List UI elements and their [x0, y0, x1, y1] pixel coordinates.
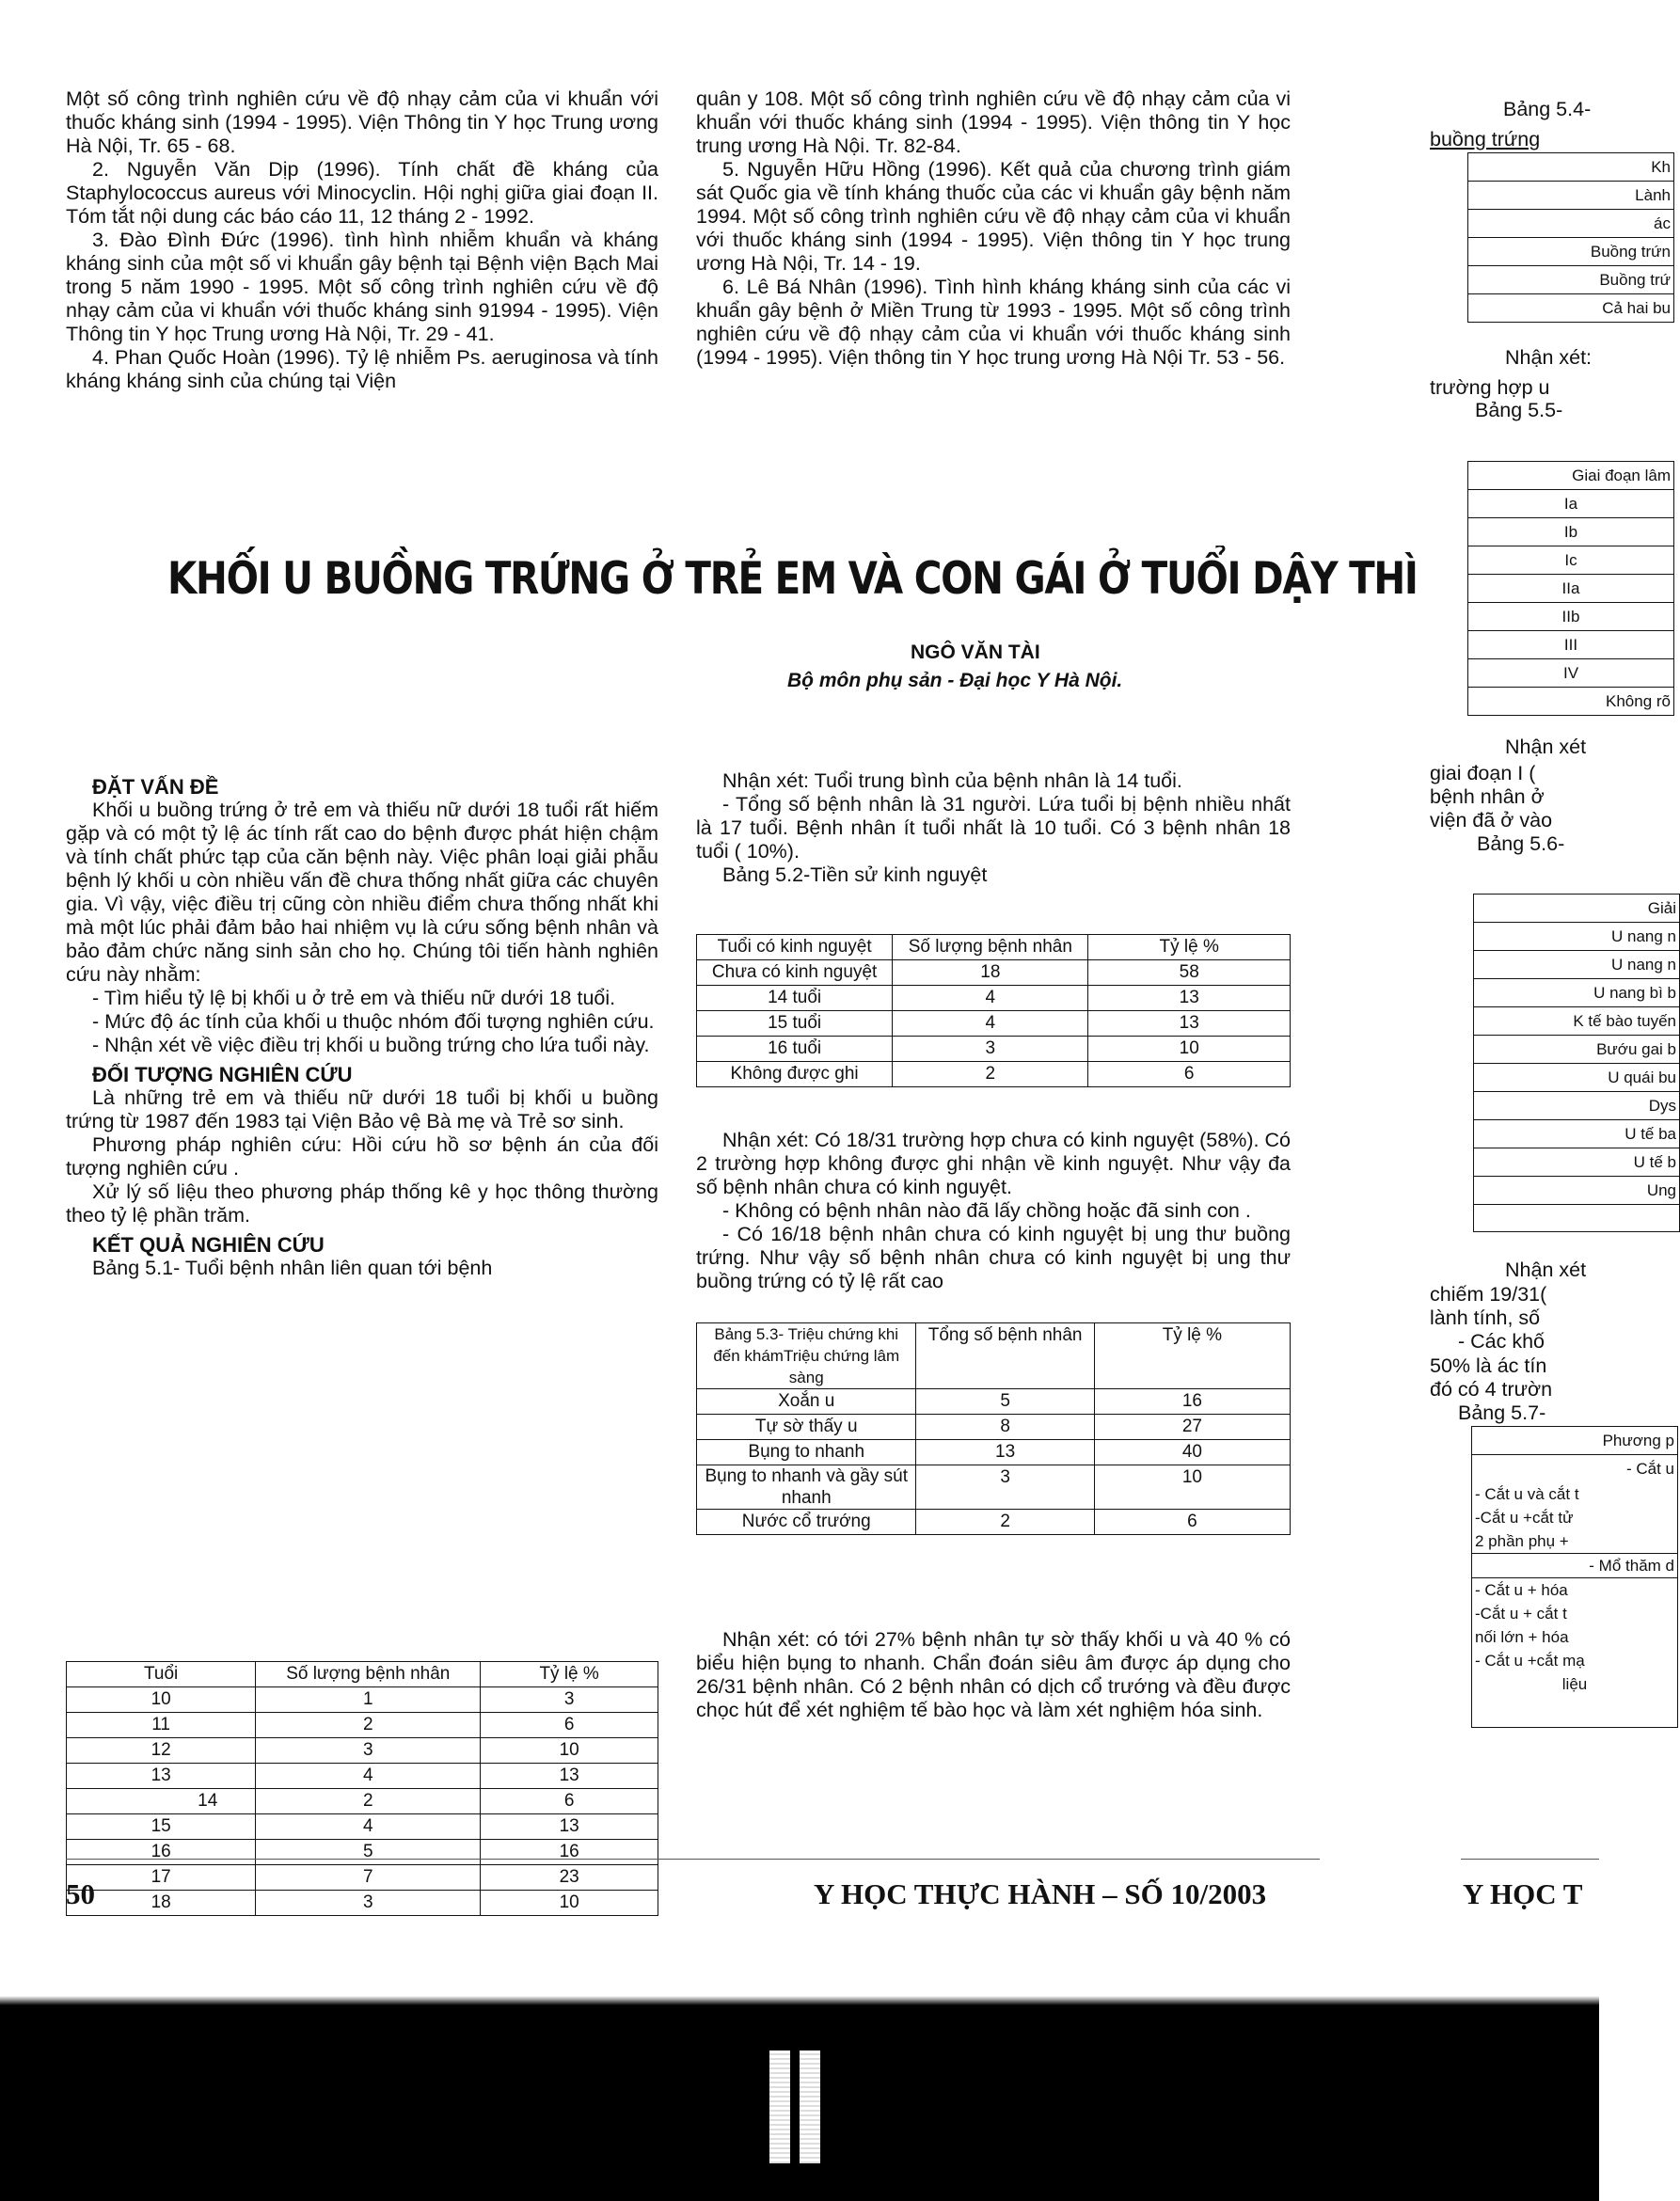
table-row [1474, 895, 1680, 923]
table-cell: - Mổ thăm d [1472, 1554, 1678, 1578]
table-cell: 13 [1088, 1011, 1291, 1037]
mid-body-middle [696, 1129, 1291, 1293]
table-cell: 6 [481, 1789, 658, 1814]
table-cell: U tế b [1474, 1148, 1680, 1177]
table-cell: 16 tuổi [697, 1037, 893, 1062]
table-cell: - Cắt u [1472, 1455, 1678, 1483]
table6-remark: Nhận xét [1505, 1259, 1587, 1281]
table-cell: Bụng to nhanh [697, 1440, 916, 1465]
table4-partial [1467, 152, 1674, 323]
table-cell: IV [1468, 659, 1674, 688]
table-cell: 10 [1088, 1037, 1291, 1062]
table-header-row [697, 1323, 1291, 1389]
table-row [1474, 1007, 1680, 1036]
table-cell: 18 [893, 960, 1088, 986]
table-cell: 2 [256, 1713, 481, 1738]
journal-footer-right: Y HỌC T [1463, 1877, 1583, 1910]
table-cell: 16 [1094, 1389, 1290, 1415]
table-cell: 4 [256, 1814, 481, 1840]
table-row [1468, 490, 1674, 518]
table-header-cell: Tổng số bệnh nhân [916, 1323, 1094, 1389]
table-cell: U nang n [1474, 923, 1680, 951]
table-row [67, 1891, 658, 1916]
table-cell [1474, 1205, 1680, 1232]
objective-2: - Mức độ ác tính của khối u thuộc nhóm đối tượng nghiên cứu. [92, 1010, 655, 1033]
reference-3: 3. Đào Đình Đức (1996). tình hình nhiễm khuẩn và kháng kháng sinh của một số vi khuẩn gây bệnh tại Bệnh viện Bạch Mai trong 5 năm 1990 - 1995. Một số công trình nghiên cứu về độ nhạy cảm của vi khuẩn với thuốc kháng sinh 91994 - 1995). Viện Thông tin Y học Trung ương Hà Nội, Tr. 29 - 41. [66, 229, 658, 345]
table-header-cell: Bảng 5.3- Triệu chứng khi đến khámTriệu chứng lâm sàng [697, 1323, 916, 1389]
table-cell: 2 [256, 1789, 481, 1814]
table-row [697, 960, 1291, 986]
table-header-cell: Tuổi [67, 1662, 256, 1687]
table-cell: 5 [916, 1389, 1094, 1415]
table-cell: 6 [1088, 1062, 1291, 1087]
table6-remark-3: lành tính, số [1430, 1306, 1541, 1329]
table-header-cell: Tỷ lệ % [1088, 935, 1291, 960]
table6-remark-5: 50% là ác tín [1430, 1354, 1547, 1377]
table-cell: ác [1468, 210, 1674, 238]
table-cell: Tự sờ thấy u [697, 1415, 916, 1440]
subjects-paragraph: Là những trẻ em và thiếu nữ dưới 18 tuổi bị khối u buồng trứng từ 1987 đến 1983 tại Viện Bảo vệ Bà mẹ và Trẻ sơ sinh. [66, 1086, 658, 1132]
section-heading-intro: ĐẶT VẤN ĐỀ [92, 775, 219, 799]
table-row [67, 1713, 658, 1738]
table-row [1468, 575, 1674, 603]
table-cell: 14 [67, 1789, 256, 1814]
table-cell: III [1468, 631, 1674, 659]
table-cell: 7 [256, 1865, 481, 1891]
table6-caption: Bảng 5.6- [1477, 832, 1565, 855]
table-row [1472, 1602, 1678, 1625]
table-cell: 16 [67, 1840, 256, 1865]
table-cell: 40 [1094, 1440, 1290, 1465]
table-cell: Bướu gai b [1474, 1036, 1680, 1064]
table-cell: 8 [916, 1415, 1094, 1440]
binder-clip-right [800, 2051, 820, 2163]
menstrual-remark-2: - Không có bệnh nhân nào đã lấy chồng hoặc đã sinh con . [722, 1199, 1251, 1222]
table-cell: Kh [1468, 153, 1674, 182]
table6-partial [1473, 894, 1680, 1232]
table-row [1474, 1148, 1680, 1177]
table-row [1468, 518, 1674, 546]
table-cell: 18 [67, 1891, 256, 1916]
table-row [67, 1738, 658, 1764]
table-row [697, 1415, 1291, 1440]
table-cell: IIb [1468, 603, 1674, 631]
objective-3: - Nhận xét về việc điều trị khối u buồng trứng cho lứa tuổi này. [92, 1034, 650, 1056]
table-cell: 15 tuổi [697, 1011, 893, 1037]
journal-footer: Y HỌC THỰC HÀNH – SỐ 10/2003 [814, 1877, 1267, 1910]
table-row [697, 1440, 1291, 1465]
menstrual-remark: Nhận xét: Có 18/31 trường hợp chưa có kinh nguyệt (58%). Có 2 trường hợp không được ghi nhận về kinh nguyệt. Như vậy đa số bệnh nhân chưa có kinh nguyệt. [696, 1129, 1291, 1198]
table-row [1472, 1529, 1678, 1554]
article-affiliation: Bộ môn phụ sản - Đại học Y Hà Nội. [787, 670, 1123, 691]
reference-1-cont: Một số công trình nghiên cứu về độ nhạy cảm của vi khuẩn với thuốc kháng sinh (1994 - 1995). Viện Thông tin Y học Trung ương Hà Nội, Tr. 65 - 68. [66, 87, 658, 157]
table-cell: 13 [481, 1764, 658, 1789]
table-cell: Không được ghi [697, 1062, 893, 1087]
table-row [1472, 1672, 1678, 1728]
table1-caption: Bảng 5.1- Tuổi bệnh nhân liên quan tới bệnh [92, 1257, 493, 1279]
table-row [1472, 1427, 1678, 1455]
table-row [1468, 603, 1674, 631]
article-title: KHỐI U BUỒNG TRỨNG Ở TRẺ EM VÀ CON GÁI Ở TUỔI DẬY THÌ [167, 553, 1418, 605]
mid-body-top [696, 769, 1291, 887]
table-menstrual-history [696, 934, 1291, 1087]
table-cell: 2 phần phụ + [1472, 1529, 1678, 1554]
table-cell: 3 [256, 1891, 481, 1916]
table2-caption: Bảng 5.2-Tiền sử kinh nguyệt [722, 863, 988, 886]
table-row [1474, 1120, 1680, 1148]
footer-rule-right [1461, 1859, 1599, 1860]
table-header-row [697, 935, 1291, 960]
table-header-cell: Số lượng bệnh nhân [893, 935, 1088, 960]
table-cell: 27 [1094, 1415, 1290, 1440]
table-cell: Phương p [1472, 1427, 1678, 1455]
table-row [1474, 1036, 1680, 1064]
table-row [697, 1062, 1291, 1087]
table-cell: Ic [1468, 546, 1674, 575]
table-row [1474, 1092, 1680, 1120]
table-cell: Nước cổ trướng [697, 1510, 916, 1535]
table-cell: 6 [481, 1713, 658, 1738]
table-row [67, 1687, 658, 1713]
table-cell: 23 [481, 1865, 658, 1891]
table-row [1472, 1578, 1678, 1603]
table-row [1468, 546, 1674, 575]
table-cell: 3 [481, 1687, 658, 1713]
table-cell: Không rõ [1468, 688, 1674, 716]
table-row [1468, 631, 1674, 659]
table-cell: 10 [1094, 1465, 1290, 1510]
table-row [697, 1011, 1291, 1037]
table-cell: 10 [67, 1687, 256, 1713]
table-cell: - Cắt u và cắt t [1472, 1482, 1678, 1506]
table-row [1468, 462, 1674, 490]
table-row [1472, 1554, 1678, 1578]
table-cell: Cả hai bu [1468, 294, 1674, 323]
table-cell: 10 [481, 1738, 658, 1764]
table4-remark: Nhận xét: [1505, 346, 1593, 369]
reference-4: 4. Phan Quốc Hoàn (1996). Tỷ lệ nhiễm Ps. aeruginosa và tính kháng kháng sinh của chúng tại Viện [66, 346, 658, 392]
table-cell: 16 [481, 1840, 658, 1865]
table-row [697, 1389, 1291, 1415]
table-cell: Lành [1468, 182, 1674, 210]
table6-remark-2: chiếm 19/31( [1430, 1283, 1547, 1306]
table-cell: 4 [893, 1011, 1088, 1037]
table-row [697, 1037, 1291, 1062]
table-row [67, 1865, 658, 1891]
table-cell: U nang n [1474, 951, 1680, 979]
table-row [1468, 688, 1674, 716]
table-cell: 5 [256, 1840, 481, 1865]
table-row [697, 1465, 1291, 1510]
table-row [1468, 182, 1674, 210]
table-cell: Xoắn u [697, 1389, 916, 1415]
table-age [66, 1661, 658, 1916]
table-header-cell: Số lượng bệnh nhân [256, 1662, 481, 1687]
table-cell: Chưa có kinh nguyệt [697, 960, 893, 986]
binder-clip-left [769, 2051, 790, 2163]
table5-remark: Nhận xét [1505, 736, 1587, 758]
table-cell: Giải [1474, 895, 1680, 923]
table-symptoms [696, 1322, 1291, 1535]
table6-remark-4: - Các khố [1458, 1330, 1545, 1353]
table-cell: Ung [1474, 1177, 1680, 1205]
reference-6: 6. Lê Bá Nhân (1996). Tình hình kháng kháng sinh của các vi khuẩn gây bệnh ở Miền Trung từ 1993 - 1995. Một số công trình nghiên cứu về độ nhạy cảm của vi khuẩn với thuốc kháng sinh (1994 - 1995). Viện thông tin Y học trung ương Hà Nội Tr. 53 - 56. [696, 276, 1291, 369]
table7-partial [1471, 1426, 1678, 1728]
table-row [1472, 1625, 1678, 1649]
table-cell: 2 [893, 1062, 1088, 1087]
table-cell: 13 [916, 1440, 1094, 1465]
table-cell: 13 [67, 1764, 256, 1789]
table-row [1468, 266, 1674, 294]
table-header-cell: Tỷ lệ % [481, 1662, 658, 1687]
table-cell: 4 [893, 986, 1088, 1011]
table-row [1472, 1506, 1678, 1529]
table-cell: -Cắt u + cắt t [1472, 1602, 1678, 1625]
table-cell: U nang bì b [1474, 979, 1680, 1007]
table5-partial [1467, 461, 1674, 716]
references-mid [696, 87, 1291, 370]
table5-caption: Bảng 5.5- [1475, 399, 1563, 421]
scan-edge-shadow [0, 1996, 1599, 2005]
table-cell: Ia [1468, 490, 1674, 518]
objective-1: - Tìm hiểu tỷ lệ bị khối u ở trẻ em và thiếu nữ dưới 18 tuổi. [92, 987, 616, 1009]
table-cell: 12 [67, 1738, 256, 1764]
table-cell: Bụng to nhanh và gầy sút nhanh [697, 1465, 916, 1510]
table-row [1468, 294, 1674, 323]
footer-rule [66, 1859, 1320, 1860]
table-row [67, 1764, 658, 1789]
references-left [66, 87, 658, 393]
menstrual-remark-3: - Có 16/18 bệnh nhân chưa có kinh nguyệt bị ung thư buồng trứng. Như vậy số bệnh nhân chưa có kinh nguyệt bị ung thư buồng trứng có tỷ lệ rất cao [696, 1223, 1291, 1292]
table-row [1474, 923, 1680, 951]
table-row [67, 1814, 658, 1840]
table-cell: 15 [67, 1814, 256, 1840]
mid-body-bottom [696, 1628, 1291, 1722]
table-header-row [67, 1662, 658, 1687]
table-cell: -Cắt u +cắt tử [1472, 1506, 1678, 1529]
reference-2: 2. Nguyễn Văn Dịp (1996). Tính chất đề kháng của Staphylococcus aureus với Minocyclin. Hội nghị giữa giai đoạn II. Tóm tắt nội dung các báo cáo 11, 12 tháng 2 - 1992. [66, 158, 658, 228]
page-number: 50 [66, 1877, 95, 1910]
table-cell: Ib [1468, 518, 1674, 546]
table-cell: 10 [481, 1891, 658, 1916]
table-cell: 2 [916, 1510, 1094, 1535]
table-cell: 3 [893, 1037, 1088, 1062]
section-heading-results: KẾT QUẢ NGHIÊN CỨU [92, 1233, 325, 1257]
article-author: NGÔ VĂN TÀI [911, 641, 1040, 663]
table-cell: 6 [1094, 1510, 1290, 1535]
table-cell: Dys [1474, 1092, 1680, 1120]
statistics-paragraph: Xử lý số liệu theo phương pháp thống kê y học thông thường theo tỷ lệ phần trăm. [66, 1180, 658, 1227]
table-cell: 13 [481, 1814, 658, 1840]
table-cell: 1 [256, 1687, 481, 1713]
table-row [1474, 951, 1680, 979]
table-header-cell: Tuổi có kinh nguyệt [697, 935, 893, 960]
table-header-cell: Tỷ lệ % [1094, 1323, 1290, 1389]
reference-4-cont: quân y 108. Một số công trình nghiên cứu về độ nhạy cảm của vi khuẩn với thuốc kháng sinh (1994 - 1995). Viện thông tin Y học trung ương Hà Nội. Tr. 82-84. [696, 87, 1291, 157]
table-cell: - Cắt u + hóa [1472, 1578, 1678, 1603]
table-row [1468, 210, 1674, 238]
table-cell: 4 [256, 1764, 481, 1789]
reference-5: 5. Nguyễn Hữu Hồng (1996). Kết quả của chương trình giám sát Quốc gia về tính kháng thuốc của các vi khuẩn gây bệnh năm 1994. Một số công trình nghiên cứu về độ nhạy cảm của vi khuẩn với thuốc kháng sinh (1994 - 1995). Viện thông tin Y học trung ương Hà Nội, Tr. 14 - 19. [696, 158, 1291, 275]
table-cell: 3 [916, 1465, 1094, 1510]
right-column-clipped [1430, 0, 1676, 1693]
table-row [1468, 659, 1674, 688]
age-remark-detail: - Tổng số bệnh nhân là 31 người. Lứa tuổi bị bệnh nhiều nhất là 17 tuổi. Bệnh nhân ít tuổi nhất là 10 tuổi. Có 3 bệnh nhân 18 tuổi ( 10%). [696, 793, 1291, 863]
table-cell: Buồng trứ [1468, 266, 1674, 294]
table6-remark-6: đó có 4 trườn [1430, 1378, 1553, 1401]
table-cell: 14 tuổi [697, 986, 893, 1011]
table5-remark-3: bệnh nhân ở [1430, 785, 1545, 808]
table-row [67, 1840, 658, 1865]
intro-paragraph: Khối u buồng trứng ở trẻ em và thiếu nữ dưới 18 tuổi rất hiếm gặp và có một tỷ lệ ác tính rất cao do bệnh được phát hiện chậm và tính chất phức tạp của căn bệnh này. Việc phân loại giải phẫu bệnh lý khối u còn nhiều vấn đề chưa thống nhất giữa các chuyên gia. Vì vậy, việc điều trị cũng còn nhiều điểm chưa thống nhất khi mà một lúc phải đảm bảo hai nhiệm vụ là cứu sống bệnh nhân và bảo đảm chức năng sinh sản cho họ. Chúng tôi tiến hành nghiên cứu này nhằm: [66, 799, 658, 986]
table-cell: IIa [1468, 575, 1674, 603]
table-cell: Giai đoạn lâm [1468, 462, 1674, 490]
table-cell: 58 [1088, 960, 1291, 986]
table-cell: U tế ba [1474, 1120, 1680, 1148]
table5-remark-4: viện đã ở vào [1430, 809, 1553, 831]
table-row [697, 986, 1291, 1011]
table-row [1468, 153, 1674, 182]
left-body [66, 769, 658, 1280]
table4-caption-2: buồng trứng [1430, 128, 1541, 150]
table-cell: 11 [67, 1713, 256, 1738]
section-heading-subjects: ĐỐI TƯỢNG NGHIÊN CỨU [92, 1063, 353, 1086]
table-cell: K tế bào tuyến [1474, 1007, 1680, 1036]
table-row [1474, 1205, 1680, 1232]
table-row [697, 1510, 1291, 1535]
table-row [67, 1789, 658, 1814]
table-cell: liệu [1472, 1672, 1678, 1728]
table-row [1472, 1482, 1678, 1506]
table-cell: 17 [67, 1865, 256, 1891]
table-cell: U quái bu [1474, 1064, 1680, 1092]
age-remark: Nhận xét: Tuổi trung bình của bệnh nhân là 14 tuổi. [722, 769, 1182, 792]
table7-caption: Bảng 5.7- [1458, 1401, 1546, 1424]
table-row [1472, 1455, 1678, 1483]
table-cell: 13 [1088, 986, 1291, 1011]
table-cell: nối lớn + hóa [1472, 1625, 1678, 1649]
table-row [1474, 979, 1680, 1007]
table4-caption: Bảng 5.4- [1503, 98, 1592, 120]
table-row [1474, 1064, 1680, 1092]
table-cell: - Cắt u +cắt mạ [1472, 1649, 1678, 1672]
table-cell: Buồng trứn [1468, 238, 1674, 266]
table-row [1468, 238, 1674, 266]
symptom-remark: Nhận xét: có tới 27% bệnh nhân tự sờ thấy khối u và 40 % có biểu hiện bụng to nhanh. Chẩn đoán siêu âm được áp dụng cho 26/31 bệnh nhân. Có 2 bệnh nhân có dịch cổ trướng và đều được chọc hút để xét nghiệm tế bào học và làm xét nghiệm hóa sinh. [696, 1628, 1291, 1721]
table5-remark-2: giai đoạn I ( [1430, 762, 1536, 784]
method-paragraph: Phương pháp nghiên cứu: Hồi cứu hồ sơ bệnh án của đối tượng nghiên cứu . [66, 1133, 658, 1180]
table-row [1472, 1649, 1678, 1672]
table-row [1474, 1177, 1680, 1205]
table4-remark-2: trường hợp u [1430, 376, 1550, 399]
table-cell: 3 [256, 1738, 481, 1764]
